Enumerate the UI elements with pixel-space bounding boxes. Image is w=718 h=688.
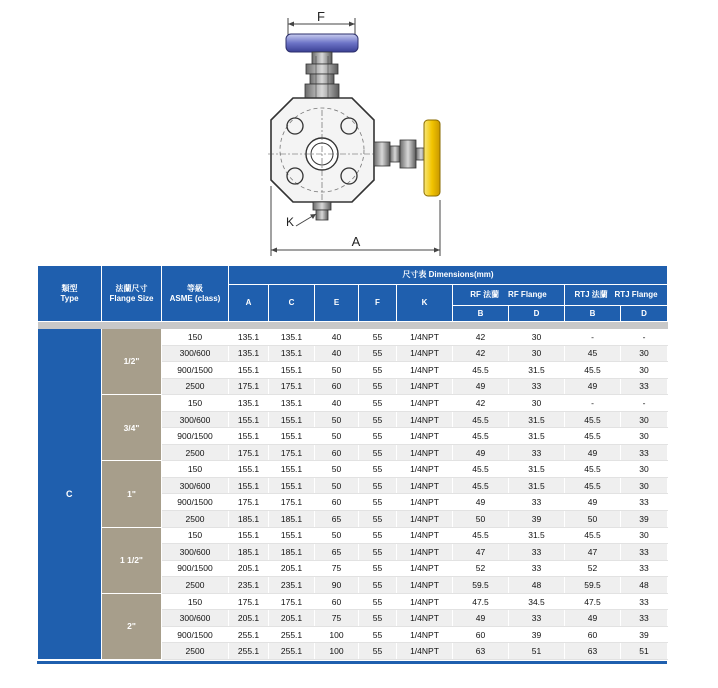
cell-rf-d: 33 — [509, 494, 565, 511]
cell-f: 55 — [359, 329, 397, 346]
cell-rf-b: 45.5 — [453, 362, 509, 379]
cell-e: 50 — [315, 362, 359, 379]
cell-e: 65 — [315, 511, 359, 528]
cell-rtj-d: 51 — [621, 643, 668, 660]
cell-k: 1/4NPT — [397, 378, 453, 395]
cell-rf-d: 39 — [509, 511, 565, 528]
valve-drawing — [0, 0, 718, 262]
cell-a: 205.1 — [229, 560, 269, 577]
cell-f: 55 — [359, 593, 397, 610]
cell-k: 1/4NPT — [397, 345, 453, 362]
flange-size-cell: 1/2" — [102, 329, 162, 395]
cell-c: 135.1 — [269, 345, 315, 362]
cell-c: 155.1 — [269, 428, 315, 445]
cell-rtj-d: 39 — [621, 626, 668, 643]
cell-f: 55 — [359, 494, 397, 511]
cell-rf-d: 48 — [509, 577, 565, 594]
cell-k: 1/4NPT — [397, 511, 453, 528]
cell-k: 1/4NPT — [397, 593, 453, 610]
cell-e: 50 — [315, 477, 359, 494]
cell-f: 55 — [359, 511, 397, 528]
cell-k: 1/4NPT — [397, 560, 453, 577]
cell-a: 175.1 — [229, 494, 269, 511]
cell-f: 55 — [359, 378, 397, 395]
cell-rtj-b: 50 — [565, 511, 621, 528]
header-rf-d: D — [509, 306, 565, 322]
cell-class: 300/600 — [162, 345, 229, 362]
cell-c: 235.1 — [269, 577, 315, 594]
cell-rtj-d: - — [621, 329, 668, 346]
bottom-fitting — [313, 202, 331, 220]
cell-k: 1/4NPT — [397, 577, 453, 594]
cell-e: 40 — [315, 395, 359, 412]
cell-f: 55 — [359, 577, 397, 594]
cell-e: 60 — [315, 593, 359, 610]
cell-a: 135.1 — [229, 395, 269, 412]
cell-rtj-d: 30 — [621, 362, 668, 379]
cell-class: 2500 — [162, 511, 229, 528]
cell-c: 155.1 — [269, 477, 315, 494]
cell-k: 1/4NPT — [397, 461, 453, 478]
cell-rtj-b: 49 — [565, 378, 621, 395]
header-rf-b: B — [453, 306, 509, 322]
header-a: A — [229, 285, 269, 322]
cell-class: 300/600 — [162, 610, 229, 627]
cell-k: 1/4NPT — [397, 477, 453, 494]
cell-rf-d: 31.5 — [509, 527, 565, 544]
cell-rtj-b: 49 — [565, 610, 621, 627]
cell-class: 2500 — [162, 643, 229, 660]
cell-f: 55 — [359, 395, 397, 412]
cell-rtj-d: 30 — [621, 411, 668, 428]
cell-c: 155.1 — [269, 527, 315, 544]
cell-rtj-d: 33 — [621, 544, 668, 561]
cell-rf-b: 45.5 — [453, 411, 509, 428]
cell-c: 135.1 — [269, 329, 315, 346]
cell-rf-d: 31.5 — [509, 411, 565, 428]
cell-class: 2500 — [162, 378, 229, 395]
table-body — [38, 322, 668, 660]
cell-f: 55 — [359, 643, 397, 660]
cell-rtj-d: 33 — [621, 560, 668, 577]
cell-e: 90 — [315, 577, 359, 594]
header-type: 類型 Type — [38, 266, 102, 322]
cell-c: 255.1 — [269, 626, 315, 643]
dimension-a-label: A — [351, 234, 361, 249]
cell-rtj-b: - — [565, 329, 621, 346]
header-class: 等級 ASME (class) — [162, 266, 229, 322]
table-row — [38, 593, 668, 610]
header-e: E — [315, 285, 359, 322]
cell-e: 75 — [315, 560, 359, 577]
cell-rtj-b: 45.5 — [565, 411, 621, 428]
flange-size-cell: 1 1/2" — [102, 527, 162, 593]
cell-rf-d: 31.5 — [509, 461, 565, 478]
cell-rtj-d: 30 — [621, 345, 668, 362]
flange-size-cell: 3/4" — [102, 395, 162, 461]
cell-rf-b: 60 — [453, 626, 509, 643]
cell-rtj-d: 30 — [621, 527, 668, 544]
cell-rf-d: 30 — [509, 345, 565, 362]
cell-class: 300/600 — [162, 477, 229, 494]
cell-f: 55 — [359, 527, 397, 544]
cell-class: 150 — [162, 395, 229, 412]
cell-class: 2500 — [162, 444, 229, 461]
cell-rtj-b: 49 — [565, 444, 621, 461]
cell-f: 55 — [359, 444, 397, 461]
cell-a: 185.1 — [229, 544, 269, 561]
cell-e: 100 — [315, 626, 359, 643]
cell-rf-b: 42 — [453, 345, 509, 362]
cell-a: 205.1 — [229, 610, 269, 627]
cell-c: 175.1 — [269, 378, 315, 395]
cell-f: 55 — [359, 461, 397, 478]
cell-rtj-b: 52 — [565, 560, 621, 577]
cell-a: 175.1 — [229, 593, 269, 610]
cell-rf-d: 39 — [509, 626, 565, 643]
cell-rf-d: 31.5 — [509, 362, 565, 379]
cell-rf-d: 31.5 — [509, 477, 565, 494]
cell-rtj-b: - — [565, 395, 621, 412]
header-flange-size: 法蘭尺寸 Flange Size — [102, 266, 162, 322]
cell-class: 900/1500 — [162, 494, 229, 511]
cell-class: 900/1500 — [162, 560, 229, 577]
cell-k: 1/4NPT — [397, 494, 453, 511]
cell-f: 55 — [359, 411, 397, 428]
cell-a: 235.1 — [229, 577, 269, 594]
cell-rf-b: 47 — [453, 544, 509, 561]
cell-f: 55 — [359, 362, 397, 379]
cell-a: 255.1 — [229, 643, 269, 660]
flange-size-cell: 2" — [102, 593, 162, 659]
header-rf-flange: RF 法蘭 RF Flange — [453, 285, 565, 306]
cell-f: 55 — [359, 345, 397, 362]
cell-rf-b: 49 — [453, 494, 509, 511]
table-row — [38, 461, 668, 478]
cell-rtj-b: 45.5 — [565, 527, 621, 544]
cell-c: 155.1 — [269, 362, 315, 379]
table-row — [38, 329, 668, 346]
cell-rtj-d: 39 — [621, 511, 668, 528]
cell-rf-d: 34.5 — [509, 593, 565, 610]
cell-f: 55 — [359, 544, 397, 561]
cell-rf-d: 51 — [509, 643, 565, 660]
dimensions-table — [37, 265, 668, 660]
cell-rf-b: 50 — [453, 511, 509, 528]
cell-rf-b: 49 — [453, 610, 509, 627]
cell-e: 50 — [315, 527, 359, 544]
cell-rtj-b: 59.5 — [565, 577, 621, 594]
cell-rf-b: 63 — [453, 643, 509, 660]
cell-rf-d: 31.5 — [509, 428, 565, 445]
cell-class: 150 — [162, 329, 229, 346]
cell-e: 60 — [315, 494, 359, 511]
cell-rtj-d: 33 — [621, 494, 668, 511]
cell-rf-b: 49 — [453, 378, 509, 395]
dimension-k-label: K — [286, 215, 295, 229]
cell-rtj-d: 48 — [621, 577, 668, 594]
cell-f: 55 — [359, 560, 397, 577]
cell-e: 65 — [315, 544, 359, 561]
cell-rf-d: 33 — [509, 610, 565, 627]
cell-rf-d: 33 — [509, 544, 565, 561]
cell-a: 135.1 — [229, 345, 269, 362]
cell-c: 185.1 — [269, 511, 315, 528]
cell-rtj-b: 60 — [565, 626, 621, 643]
cell-class: 900/1500 — [162, 428, 229, 445]
cell-k: 1/4NPT — [397, 643, 453, 660]
cell-class: 150 — [162, 461, 229, 478]
cell-a: 255.1 — [229, 626, 269, 643]
cell-c: 175.1 — [269, 593, 315, 610]
cell-a: 155.1 — [229, 461, 269, 478]
cell-e: 40 — [315, 345, 359, 362]
header-rtj-d: D — [621, 306, 668, 322]
cell-k: 1/4NPT — [397, 626, 453, 643]
cell-k: 1/4NPT — [397, 428, 453, 445]
cell-k: 1/4NPT — [397, 329, 453, 346]
cell-rtj-d: 33 — [621, 610, 668, 627]
cell-rf-d: 33 — [509, 378, 565, 395]
cell-c: 185.1 — [269, 544, 315, 561]
cell-k: 1/4NPT — [397, 527, 453, 544]
cell-a: 135.1 — [229, 329, 269, 346]
cell-c: 175.1 — [269, 494, 315, 511]
cell-a: 155.1 — [229, 411, 269, 428]
cell-rf-b: 45.5 — [453, 477, 509, 494]
cell-rf-d: 33 — [509, 560, 565, 577]
cell-c: 255.1 — [269, 643, 315, 660]
dimension-k — [286, 214, 316, 229]
cell-e: 50 — [315, 428, 359, 445]
cell-a: 175.1 — [229, 378, 269, 395]
cell-a: 185.1 — [229, 511, 269, 528]
cell-f: 55 — [359, 610, 397, 627]
cell-k: 1/4NPT — [397, 411, 453, 428]
cell-rtj-b: 47.5 — [565, 593, 621, 610]
cell-class: 150 — [162, 527, 229, 544]
cell-rf-d: 30 — [509, 329, 565, 346]
cell-rf-b: 45.5 — [453, 527, 509, 544]
side-handle — [374, 120, 440, 196]
cell-rtj-b: 47 — [565, 544, 621, 561]
cell-rtj-b: 45.5 — [565, 461, 621, 478]
cell-k: 1/4NPT — [397, 544, 453, 561]
header-c: C — [269, 285, 315, 322]
dimension-f-label: F — [317, 9, 325, 24]
cell-rtj-b: 49 — [565, 494, 621, 511]
cell-rf-b: 47.5 — [453, 593, 509, 610]
cell-c: 155.1 — [269, 461, 315, 478]
cell-rtj-d: 30 — [621, 477, 668, 494]
cell-rf-b: 59.5 — [453, 577, 509, 594]
cell-k: 1/4NPT — [397, 395, 453, 412]
cell-e: 75 — [315, 610, 359, 627]
cell-class: 2500 — [162, 577, 229, 594]
cell-a: 155.1 — [229, 362, 269, 379]
cell-rtj-d: 33 — [621, 593, 668, 610]
header-rtj-b: B — [565, 306, 621, 322]
cell-class: 900/1500 — [162, 362, 229, 379]
cell-rf-b: 45.5 — [453, 461, 509, 478]
cell-rtj-d: 33 — [621, 444, 668, 461]
cell-class: 300/600 — [162, 544, 229, 561]
header-rtj-flange: RTJ 法蘭 RTJ Flange — [565, 285, 668, 306]
cell-k: 1/4NPT — [397, 610, 453, 627]
cell-rf-b: 49 — [453, 444, 509, 461]
cell-k: 1/4NPT — [397, 444, 453, 461]
cell-e: 60 — [315, 444, 359, 461]
cell-c: 155.1 — [269, 411, 315, 428]
cell-rtj-b: 45.5 — [565, 428, 621, 445]
table-row — [38, 527, 668, 544]
header-f: F — [359, 285, 397, 322]
table-row — [38, 395, 668, 412]
cell-rf-b: 52 — [453, 560, 509, 577]
cell-c: 205.1 — [269, 560, 315, 577]
valve-body — [268, 98, 376, 205]
cell-f: 55 — [359, 626, 397, 643]
cell-rf-d: 30 — [509, 395, 565, 412]
cell-a: 175.1 — [229, 444, 269, 461]
cell-e: 50 — [315, 461, 359, 478]
cell-rf-b: 42 — [453, 329, 509, 346]
cell-rf-d: 33 — [509, 444, 565, 461]
cell-f: 55 — [359, 428, 397, 445]
cell-class: 300/600 — [162, 411, 229, 428]
dimension-f — [288, 9, 355, 36]
cell-e: 60 — [315, 378, 359, 395]
cell-a: 155.1 — [229, 527, 269, 544]
cell-rtj-b: 63 — [565, 643, 621, 660]
flange-size-cell: 1" — [102, 461, 162, 527]
cell-rtj-d: 30 — [621, 461, 668, 478]
cell-rtj-d: - — [621, 395, 668, 412]
cell-rtj-d: 30 — [621, 428, 668, 445]
table-bottom-bar — [37, 661, 667, 664]
cell-c: 175.1 — [269, 444, 315, 461]
cell-a: 155.1 — [229, 428, 269, 445]
cell-c: 135.1 — [269, 395, 315, 412]
cell-rtj-b: 45 — [565, 345, 621, 362]
cell-rf-b: 42 — [453, 395, 509, 412]
cell-rtj-d: 33 — [621, 378, 668, 395]
cell-k: 1/4NPT — [397, 362, 453, 379]
cell-rf-b: 45.5 — [453, 428, 509, 445]
cell-class: 150 — [162, 593, 229, 610]
cell-a: 155.1 — [229, 477, 269, 494]
cell-rtj-b: 45.5 — [565, 362, 621, 379]
cell-class: 900/1500 — [162, 626, 229, 643]
cell-e: 100 — [315, 643, 359, 660]
cell-e: 50 — [315, 411, 359, 428]
cell-e: 40 — [315, 329, 359, 346]
cell-f: 55 — [359, 477, 397, 494]
type-cell: C — [38, 329, 102, 660]
header-k: K — [397, 285, 453, 322]
cell-c: 205.1 — [269, 610, 315, 627]
top-handle — [286, 34, 358, 98]
cell-rtj-b: 45.5 — [565, 477, 621, 494]
header-dimensions: 尺寸表 Dimensions(mm) — [229, 266, 668, 285]
